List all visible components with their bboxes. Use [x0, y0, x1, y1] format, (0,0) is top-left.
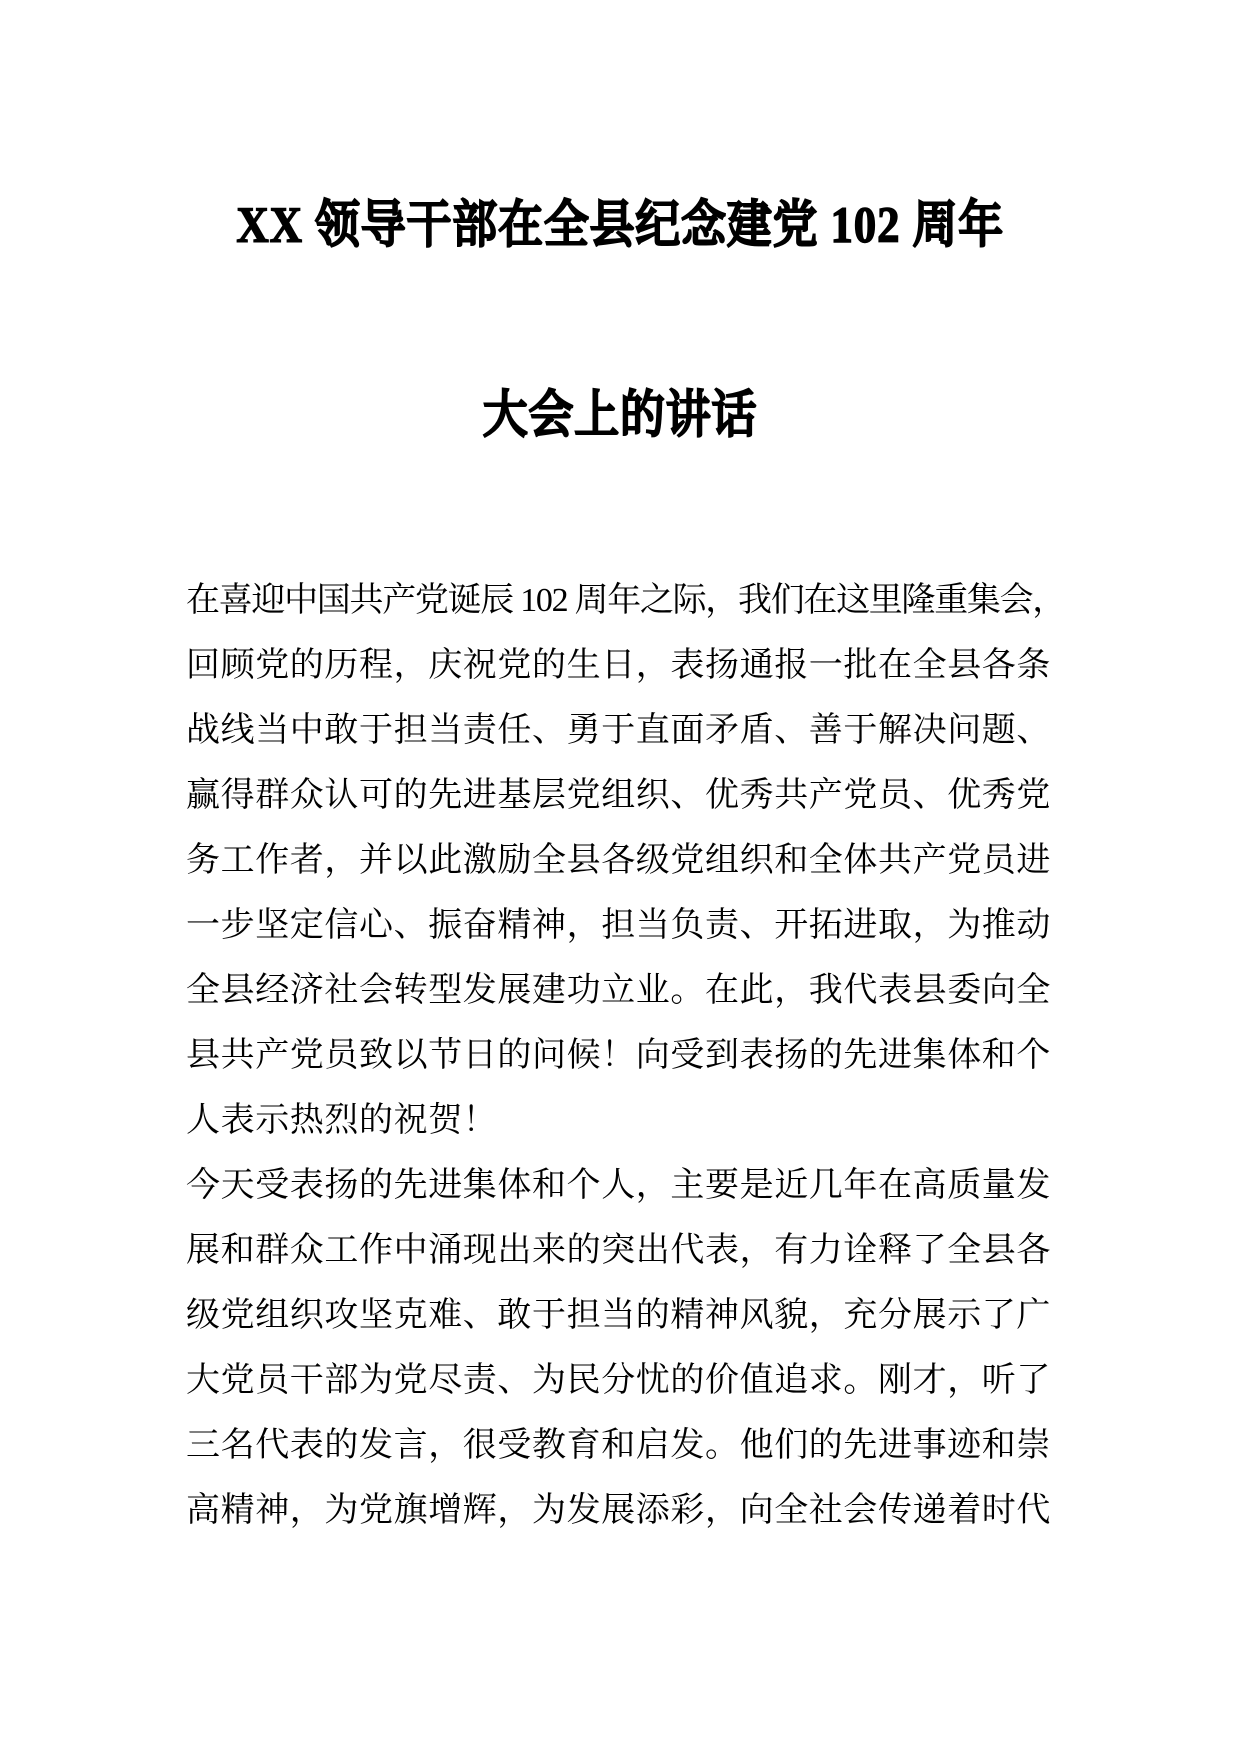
document-title-line-2	[0, 390, 1240, 444]
body-line: 今天受表扬的先进集体和个人，主要是近几年在高质量发	[186, 1167, 1051, 1204]
body-line: 展和群众工作中涌现出来的突出代表，有力诠释了全县各	[186, 1232, 1051, 1269]
body-line: 务工作者，并以此激励全县各级党组织和全体共产党员进	[186, 842, 1051, 879]
body-line: 县共产党员致以节日的问候！向受到表扬的先进集体和个	[186, 1037, 1051, 1074]
body-line: 回顾党的历程，庆祝党的生日，表扬通报一批在全县各条	[186, 647, 1051, 684]
body-line: 高精神，为党旗增辉，为发展添彩，向全社会传递着时代	[186, 1492, 1051, 1529]
body-line: 赢得群众认可的先进基层党组织、优秀共产党员、优秀党	[186, 777, 1051, 814]
body-line: 级党组织攻坚克难、敢于担当的精神风貌，充分展示了广	[186, 1297, 1051, 1334]
body-line: 在喜迎中国共产党诞辰 102 周年之际，我们在这里隆重集会，	[186, 582, 1065, 619]
document-title-line-1	[0, 200, 1240, 254]
body-line: 战线当中敢于担当责任、勇于直面矛盾、善于解决问题、	[186, 712, 1051, 749]
body-line: 三名代表的发言，很受教育和启发。他们的先进事迹和崇	[186, 1427, 1051, 1464]
body-line: 一步坚定信心、振奋精神，担当负责、开拓进取，为推动	[186, 907, 1051, 944]
body-line: 全县经济社会转型发展建功立业。在此，我代表县委向全	[186, 972, 1051, 1009]
document-title-line-2-text: 大会上的讲话	[482, 388, 758, 444]
document-title-line-1-text: XX 领导干部在全县纪念建党 102 周年	[236, 198, 1004, 254]
document-body	[186, 568, 1066, 1543]
body-line: 大党员干部为党尽责、为民分忧的价值追求。刚才，听了	[186, 1362, 1051, 1399]
body-line: 人表示热烈的祝贺！	[186, 1102, 498, 1139]
